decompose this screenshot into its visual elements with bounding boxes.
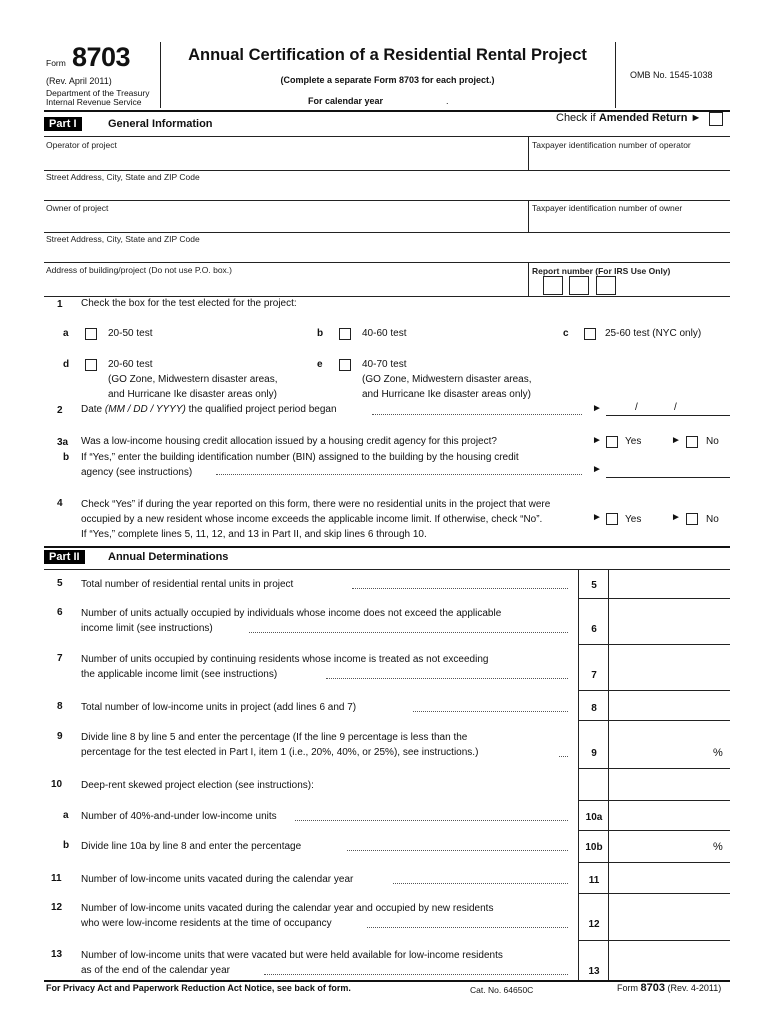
operator-tin-field[interactable] — [532, 150, 728, 168]
leader-dots — [393, 883, 568, 884]
owner-tin-label: Taxpayer identification number of owner — [532, 203, 683, 213]
part1-rule — [44, 136, 730, 137]
line-5-amount-field[interactable] — [610, 576, 728, 592]
option-letter: b — [317, 328, 324, 339]
form-label: Form — [46, 58, 66, 68]
arrow-icon: ► — [592, 464, 602, 475]
leader-dots — [367, 927, 568, 928]
operator-divider — [528, 136, 529, 170]
leader-dots — [372, 414, 582, 415]
owner-label: Owner of project — [46, 203, 109, 213]
percent-sign: % — [713, 841, 723, 853]
line-box-label: 11 — [588, 875, 600, 886]
line-number: 11 — [51, 873, 62, 884]
line-10b-amount-field[interactable] — [610, 838, 728, 854]
line-box-label: 7 — [591, 670, 597, 681]
line-11-amount-field[interactable] — [610, 871, 728, 887]
arrow-icon: ► — [592, 403, 602, 414]
date-underline — [606, 415, 730, 416]
operator-tin-label: Taxpayer identification number of operator — [532, 140, 691, 150]
part-divider — [44, 546, 730, 548]
box-row-rule — [578, 940, 730, 941]
line4-yes-checkbox[interactable] — [606, 513, 618, 525]
calendar-year-label: For calendar year — [308, 96, 384, 106]
line3a-no-checkbox[interactable] — [686, 436, 698, 448]
arrow-icon: ► — [592, 435, 602, 446]
test-25-60-label: 25-60 test (NYC only) — [605, 328, 702, 339]
line2-text: Date (MM / DD / YYYY) the qualified project period began — [81, 404, 337, 415]
privacy-notice: For Privacy Act and Paperwork Reduction Act Notice, see back of form. — [46, 983, 351, 993]
box-row-rule — [578, 644, 730, 645]
line-number: 13 — [51, 949, 63, 960]
line-box-label: 9 — [591, 748, 597, 759]
operator-label: Operator of project — [46, 140, 117, 150]
line-number: b — [63, 840, 70, 851]
part2-rule — [44, 569, 730, 570]
line1-text: Check the box for the test elected for the project: — [81, 298, 297, 309]
line-11-text: Number of low-income units vacated during the calendar year — [81, 874, 354, 885]
leader-dots — [264, 974, 568, 975]
row-rule — [44, 296, 730, 297]
test-40-70-checkbox[interactable] — [339, 359, 351, 371]
date-slash: / — [674, 402, 677, 413]
address-divider — [528, 262, 529, 296]
line-9-amount-field[interactable] — [610, 744, 728, 760]
leader-dots — [249, 632, 568, 633]
line-number: a — [63, 810, 69, 821]
option-letter: c — [563, 328, 569, 339]
line-box-label: 6 — [591, 624, 597, 635]
line-number: 2 — [57, 405, 63, 416]
street1-field[interactable] — [46, 182, 726, 200]
leader-dots — [352, 588, 568, 589]
yes-label: Yes — [625, 514, 642, 525]
line-number: b — [63, 452, 70, 463]
line-12-text: Number of low-income units vacated during the calendar year and occupied by new residents who were low-income residents at the time of occupancy — [81, 903, 494, 929]
line-8-amount-field[interactable] — [610, 699, 728, 715]
leader-dots — [413, 711, 568, 712]
row-rule — [44, 200, 730, 201]
form-number: 8703 — [72, 42, 131, 72]
report-number-box — [569, 276, 589, 295]
leader-dots — [347, 850, 569, 851]
option-letter: a — [63, 328, 69, 339]
no-label: No — [706, 514, 719, 525]
box-row-rule — [578, 598, 730, 599]
arrow-icon: ► — [592, 512, 602, 523]
line-6-text: Number of units actually occupied by individuals whose income does not exceed the applicable income limit (see instructions) — [81, 608, 502, 634]
street2-field[interactable] — [46, 244, 726, 262]
agency: Internal Revenue Service — [46, 97, 142, 107]
project-period-date-field[interactable] — [606, 400, 730, 415]
line-13-amount-field[interactable] — [610, 962, 728, 978]
line-box-label: 5 — [591, 580, 597, 591]
box-row-rule — [578, 830, 730, 831]
leader-dots — [295, 820, 568, 821]
line4-no-checkbox[interactable] — [686, 513, 698, 525]
line-number: 6 — [57, 607, 63, 618]
line-box-label: 13 — [588, 966, 600, 977]
line-number: 3a — [57, 437, 69, 448]
test-20-60-checkbox[interactable] — [85, 359, 97, 371]
leader-dots — [216, 474, 582, 475]
line-8-text: Total number of low-income units in project (add lines 6 and 7) — [81, 702, 357, 713]
line-number: 9 — [57, 731, 63, 742]
line-number: 4 — [57, 498, 63, 509]
option-letter: e — [317, 359, 323, 370]
amended-return-label: Check if Amended Return ► — [556, 112, 702, 124]
part1-badge: Part I — [44, 117, 82, 131]
line-b-text: Divide line 10a by line 8 and enter the percentage — [81, 841, 302, 852]
part2-badge: Part II — [44, 550, 85, 564]
line-number: 8 — [57, 701, 63, 712]
header-divider-right — [615, 42, 616, 108]
line3a-yes-checkbox[interactable] — [606, 436, 618, 448]
part2-title: Annual Determinations — [108, 551, 229, 563]
owner-tin-field[interactable] — [532, 213, 728, 231]
amended-return-checkbox[interactable] — [709, 112, 723, 126]
line-number: 10 — [51, 779, 63, 790]
arrow-icon: ► — [671, 512, 681, 523]
test-40-70-label: 40-70 test (GO Zone, Midwestern disaster areas, and Hurricane Ike disaster areas only) — [362, 359, 532, 400]
box-row-rule — [578, 800, 730, 801]
box-row-rule — [578, 768, 730, 769]
arrow-icon: ► — [671, 435, 681, 446]
leader-dots — [326, 678, 568, 679]
line-9-text: Divide line 8 by line 5 and enter the percentage (If the line 9 percentage is less than the percentage for the test elected in Part I, item 1 (i.e., 20%, 40%, or 25%), see instructions.) — [81, 732, 479, 758]
calendar-year-period: . — [446, 96, 449, 106]
footer-form-id: Form 8703 (Rev. 4-2011) — [617, 982, 722, 994]
line-number: 1 — [57, 299, 63, 310]
box-row-rule — [578, 690, 730, 691]
line3b-text: If “Yes,” enter the building identification number (BIN) assigned to the building by the housing credit agency (see instructions) — [81, 452, 519, 478]
test-25-60-checkbox[interactable] — [584, 328, 596, 340]
line-7-text: Number of units occupied by continuing residents whose income is treated as not exceeding the applicable income limit (see instructions) — [81, 654, 489, 680]
bin-field[interactable] — [606, 462, 730, 477]
line-box-label: 12 — [588, 919, 600, 930]
building-address-label: Address of building/project (Do not use P.O. box.) — [46, 265, 232, 275]
line4-text: Check “Yes” if during the year reported on this form, there were no residential units in the project that were occupied by a new resident whose income exceeds the applicable income limit. If otherwise, check “No”. If “Yes,” complete lines 5, 11, 12, and 13 in Part II, and skip lines 6 through 10. — [81, 499, 551, 540]
street2-label: Street Address, City, State and ZIP Code — [46, 234, 200, 244]
line-6-amount-field[interactable] — [610, 620, 728, 636]
operator-field[interactable] — [46, 150, 526, 168]
line-number: 12 — [51, 902, 63, 913]
page-subtitle: (Complete a separate Form 8703 for each project.) — [280, 75, 495, 85]
bin-underline — [606, 477, 730, 478]
line-box-label: 10b — [585, 842, 603, 853]
revision-date: (Rev. April 2011) — [46, 76, 112, 86]
report-number-label: Report number (For IRS Use Only) — [532, 266, 671, 276]
box-row-rule — [578, 720, 730, 721]
line-10a-amount-field[interactable] — [610, 808, 728, 824]
line-12-amount-field[interactable] — [610, 915, 728, 931]
box-row-rule — [578, 893, 730, 894]
page-title: Annual Certification of a Residential Rental Project — [188, 46, 587, 64]
part1-title: General Information — [108, 118, 213, 130]
line-number: 5 — [57, 578, 63, 589]
box-column-right — [608, 569, 609, 980]
leader-dots — [559, 756, 568, 757]
omb-number: OMB No. 1545-1038 — [630, 70, 713, 80]
line-13-text: Number of low-income units that were vacated but were held available for low-income residents as of the end of the calendar year — [81, 950, 503, 976]
date-slash: / — [635, 402, 638, 413]
row-rule — [44, 262, 730, 263]
row-rule — [44, 170, 730, 171]
street1-label: Street Address, City, State and ZIP Code — [46, 172, 200, 182]
catalog-number: Cat. No. 64650C — [470, 985, 534, 995]
test-40-60-checkbox[interactable] — [339, 328, 351, 340]
report-number-box — [543, 276, 563, 295]
test-20-50-label: 20-50 test — [108, 328, 153, 339]
line-number: 7 — [57, 653, 63, 664]
line3a-text: Was a low-income housing credit allocation issued by a housing credit agency for this project? — [81, 436, 497, 447]
report-number-box — [596, 276, 616, 295]
building-address-field[interactable] — [46, 276, 526, 294]
box-column-left — [578, 569, 579, 980]
line-a-text: Number of 40%-and-under low-income units — [81, 811, 277, 822]
line-5-text: Total number of residential rental units in project — [81, 579, 294, 590]
line-box-label: 8 — [591, 703, 597, 714]
line-box-label: 10a — [585, 812, 603, 823]
percent-sign: % — [713, 747, 723, 759]
yes-label: Yes — [625, 436, 642, 447]
line-7-amount-field[interactable] — [610, 666, 728, 682]
line-10-text: Deep-rent skewed project election (see instructions): — [81, 780, 314, 791]
test-20-50-checkbox[interactable] — [85, 328, 97, 340]
row-rule — [44, 232, 730, 233]
no-label: No — [706, 436, 719, 447]
owner-divider — [528, 200, 529, 232]
department: Department of the Treasury — [46, 88, 150, 98]
owner-field[interactable] — [46, 213, 526, 231]
option-letter: d — [63, 359, 70, 370]
test-20-60-label: 20-60 test (GO Zone, Midwestern disaster areas, and Hurricane Ike disaster areas only) — [108, 359, 278, 400]
box-row-rule — [578, 862, 730, 863]
test-40-60-label: 40-60 test — [362, 328, 407, 339]
